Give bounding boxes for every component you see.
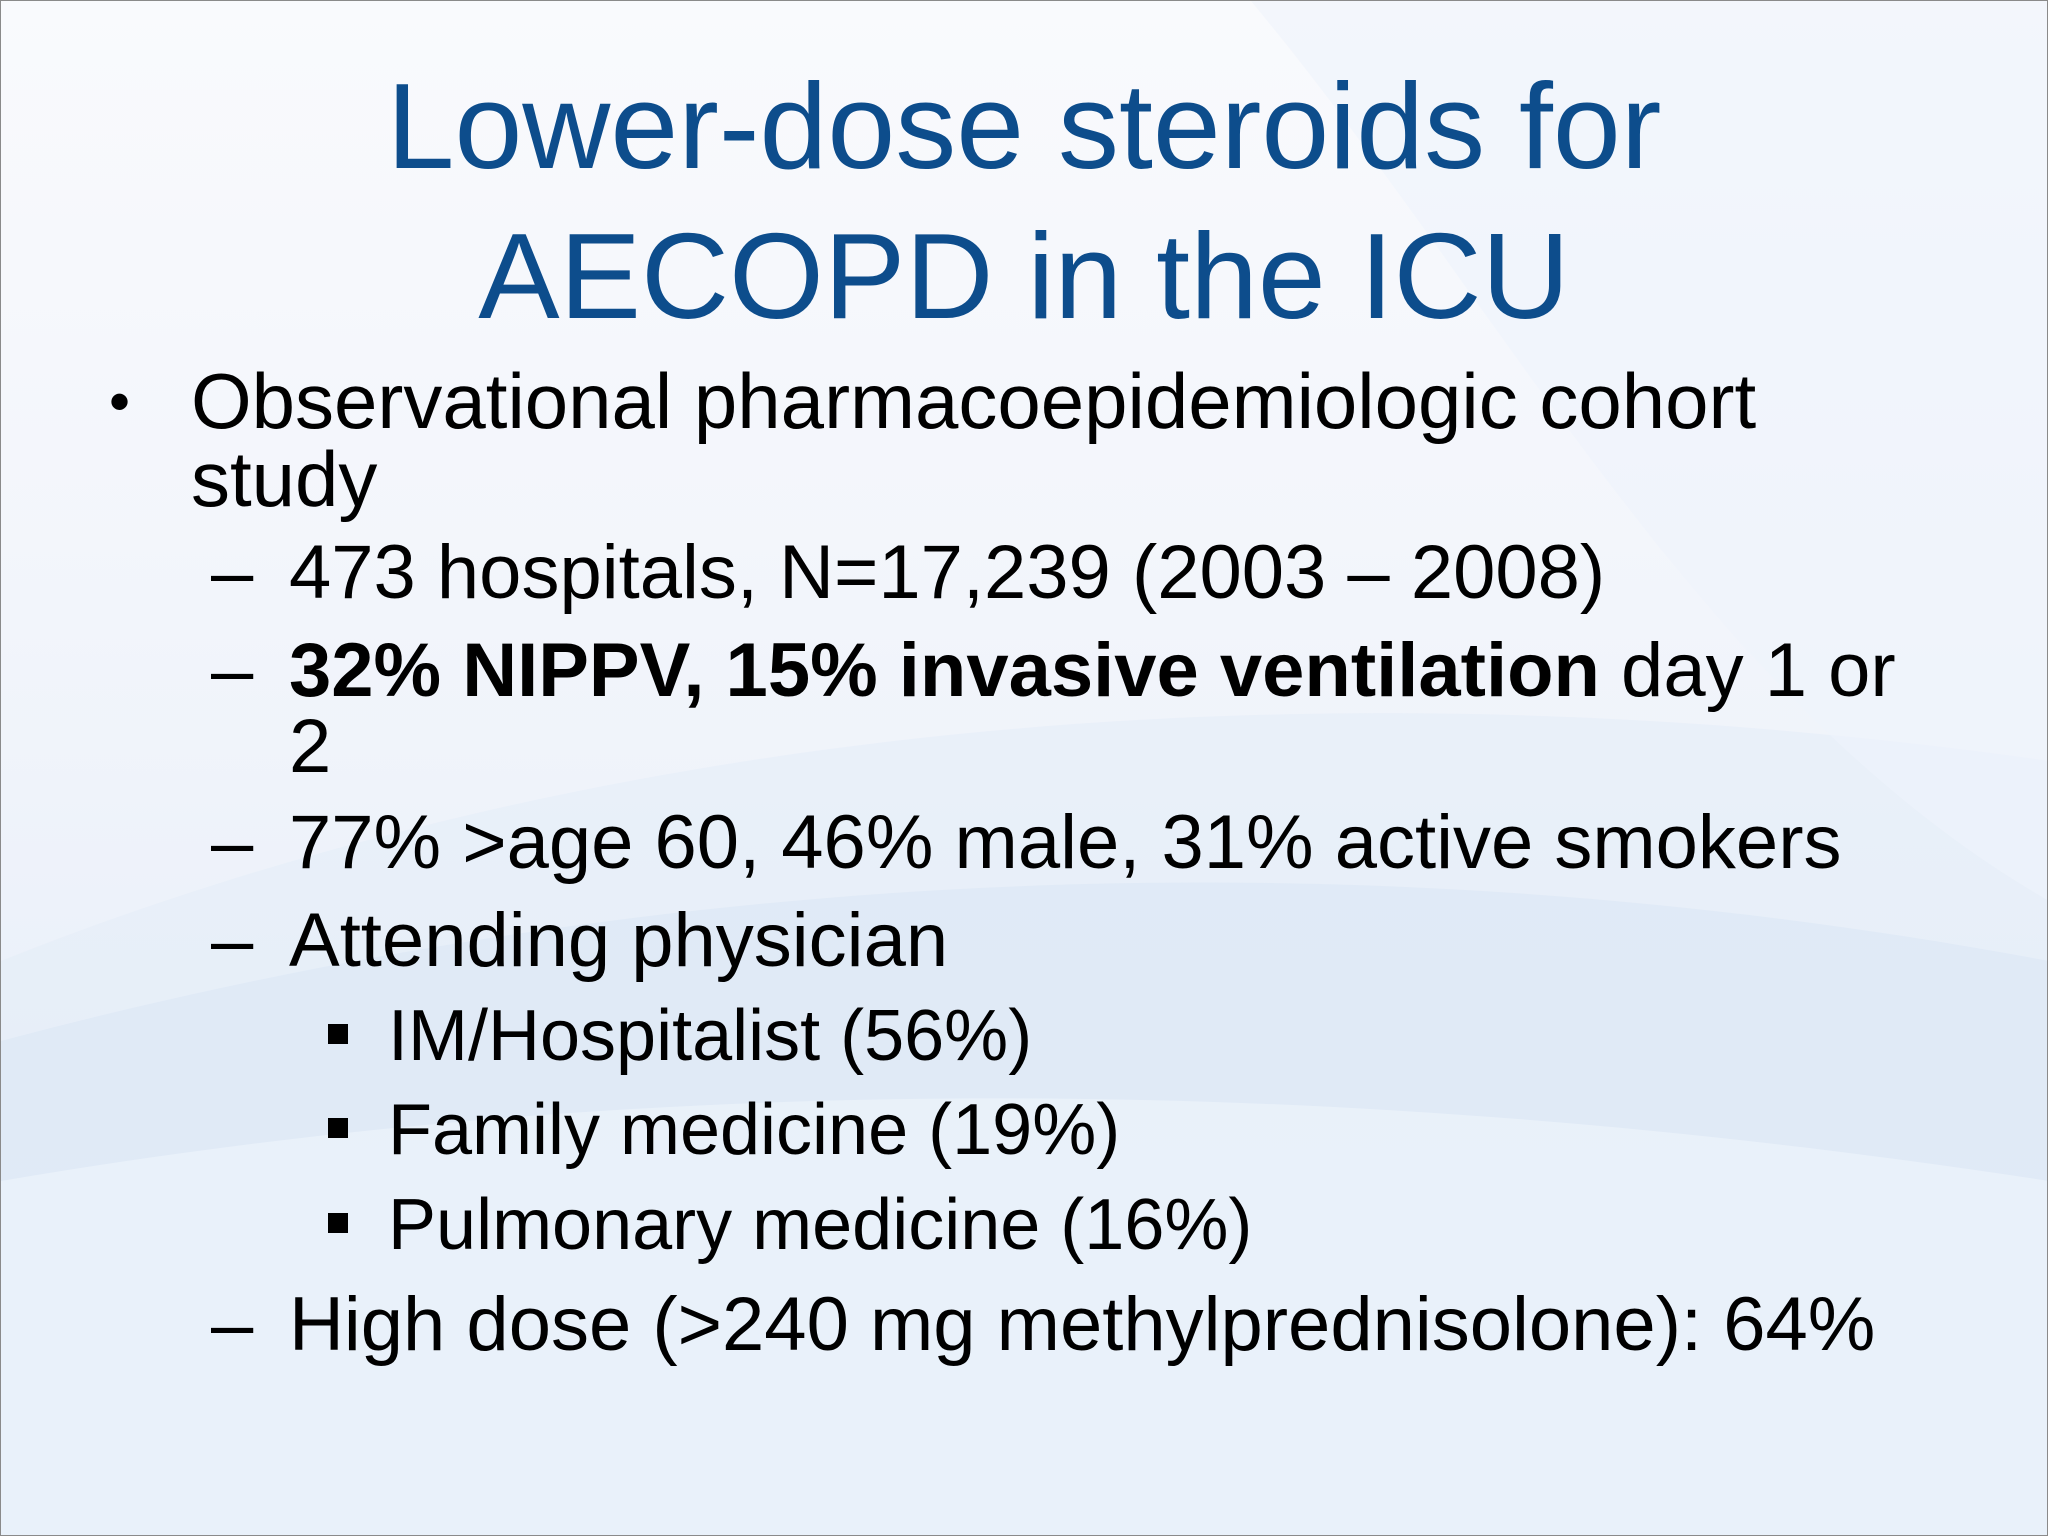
square-bullet-icon <box>328 1213 348 1233</box>
title-line-1: Lower-dose steroids for <box>386 58 1662 194</box>
main-bullet-line-1: Observational pharmacoepidemiologic cohort <box>191 357 1757 445</box>
ventilation-bold-text: 32% NIPPV, 15% invasive ventilation <box>289 628 1600 713</box>
physician-family: Family medicine (19%) <box>388 1090 1121 1170</box>
physician-pulmonary: Pulmonary medicine (16%) <box>388 1185 1253 1265</box>
sub-item-hospitals: 473 hospitals, N=17,239 (2003 – 2008) <box>289 530 1606 615</box>
slide-title <box>1 51 2047 351</box>
sub-item-attending: Attending physician <box>289 898 949 983</box>
dash-marker: – <box>211 530 254 615</box>
main-bullet-line-2: study <box>191 435 378 523</box>
sub-item-demographics: 77% >age 60, 46% male, 31% active smokers <box>289 800 1842 885</box>
sub-item-high-dose: High dose (>240 mg methylprednisolone): 64% <box>289 1282 1876 1367</box>
square-bullet-icon <box>328 1024 348 1044</box>
dash-marker: – <box>211 628 254 713</box>
bullet-dot: • <box>109 368 131 435</box>
sub-item-ventilation <box>289 628 1896 713</box>
physician-im: IM/Hospitalist (56%) <box>388 996 1033 1076</box>
title-line-2: AECOPD in the ICU <box>478 208 1570 344</box>
sub-item-ventilation-line-2: 2 <box>289 704 332 789</box>
square-bullet-icon <box>328 1118 348 1138</box>
dash-marker: – <box>211 800 254 885</box>
ventilation-rest-text: day 1 or <box>1599 628 1896 713</box>
dash-marker: – <box>211 898 254 983</box>
dash-marker: – <box>211 1282 254 1367</box>
